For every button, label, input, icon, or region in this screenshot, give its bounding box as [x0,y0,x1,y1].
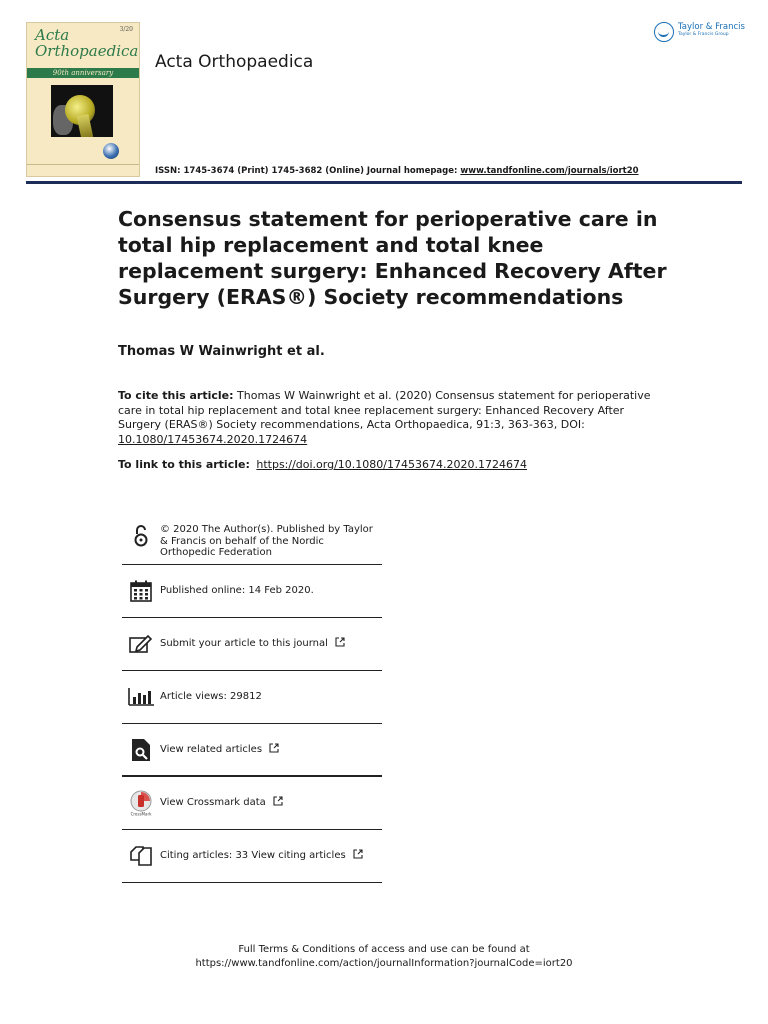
cover-issue-label: 3/20 [119,26,133,33]
cite-label: To cite this article: [118,389,234,402]
footer-line-1: Full Terms & Conditions of access and use can be found at [238,944,530,955]
footer-terms-link[interactable]: https://www.tandfonline.com/action/journalInformation?journalCode=iort20 [195,958,573,969]
publisher-group: Taylor & Francis Group [678,32,729,37]
link-label: To link to this article: [118,458,250,471]
bar-chart-icon [122,688,160,706]
cover-journal-title [35,27,138,59]
article-metadata-list [122,512,382,883]
header-divider [26,181,742,184]
issn-line [155,166,639,176]
article-views-row [122,671,382,724]
related-articles-link[interactable]: View related articles [160,743,263,755]
journal-cover-image [26,22,140,177]
cover-anniversary-band: 90th anniversary [27,68,139,78]
external-link-icon [335,637,345,651]
copyright-text: © 2020 The Author(s). Published by Taylor & Francis on behalf of the Nordic Orthopedic Federation [160,524,373,558]
article-views-text: Article views: 29812 [160,691,262,703]
article-title: Consensus statement for perioperative care in total hip replacement and total knee replacement surgery: Enhanced Recovery After Surgery (ERAS®) Society recommendations [118,207,667,309]
article-doi-link[interactable]: https://doi.org/10.1080/17453674.2020.1724674 [256,458,527,471]
cite-doi-link[interactable]: 10.1080/17453674.2020.1724674 [118,432,308,446]
cover-title-line-1: Acta [35,26,70,44]
published-date-text: Published online: 14 Feb 2020. [160,585,314,597]
search-document-icon [122,738,160,762]
cover-xray-image [51,85,113,137]
terms-footer [0,943,768,971]
external-link-icon [353,849,363,863]
related-articles-row[interactable] [122,724,382,777]
external-link-icon [273,796,283,810]
open-access-row [122,512,382,565]
citing-documents-icon [122,845,160,867]
article-link-line [118,458,527,471]
open-access-icon [122,524,160,548]
citing-articles-row[interactable] [122,830,382,883]
publisher-logo[interactable] [654,22,745,42]
crossmark-icon [122,790,160,816]
cover-title-line-2: Orthopaedica [35,42,139,60]
issn-text: ISSN: 1745-3674 (Print) 1745-3682 (Online) Journal homepage: [155,166,461,176]
published-row [122,565,382,618]
publisher-name: Taylor & Francis [678,22,745,32]
article-authors: Thomas W Wainwright et al. [118,344,325,359]
citing-articles-link[interactable]: Citing articles: 33 View citing articles [160,850,346,862]
svg-text:CrossMark: CrossMark [130,811,152,816]
submit-article-link[interactable]: Submit your article to this journal [160,638,328,650]
citation-block [118,389,658,447]
journal-name: Acta Orthopaedica [155,52,314,72]
external-link-icon [269,743,279,757]
edit-document-icon [122,634,160,654]
taylor-francis-logo-icon [654,22,674,42]
crossmark-row[interactable] [122,777,382,830]
cover-footer [27,164,139,176]
journal-homepage-link[interactable]: www.tandfonline.com/journals/iort20 [460,166,639,176]
calendar-icon [122,580,160,602]
cover-globe-icon [103,143,119,159]
crossmark-link[interactable]: View Crossmark data [160,797,266,809]
cite-text: Thomas W Wainwright et al. (2020) Consensus statement for perioperative care in total hip replacement and total knee replacement surgery: Enhanced Recovery After Surgery (ERAS®) Society recommendations, Acta Orthopaedica, 91:3, 363-363, DOI: [118,389,651,431]
submit-article-row[interactable] [122,618,382,671]
